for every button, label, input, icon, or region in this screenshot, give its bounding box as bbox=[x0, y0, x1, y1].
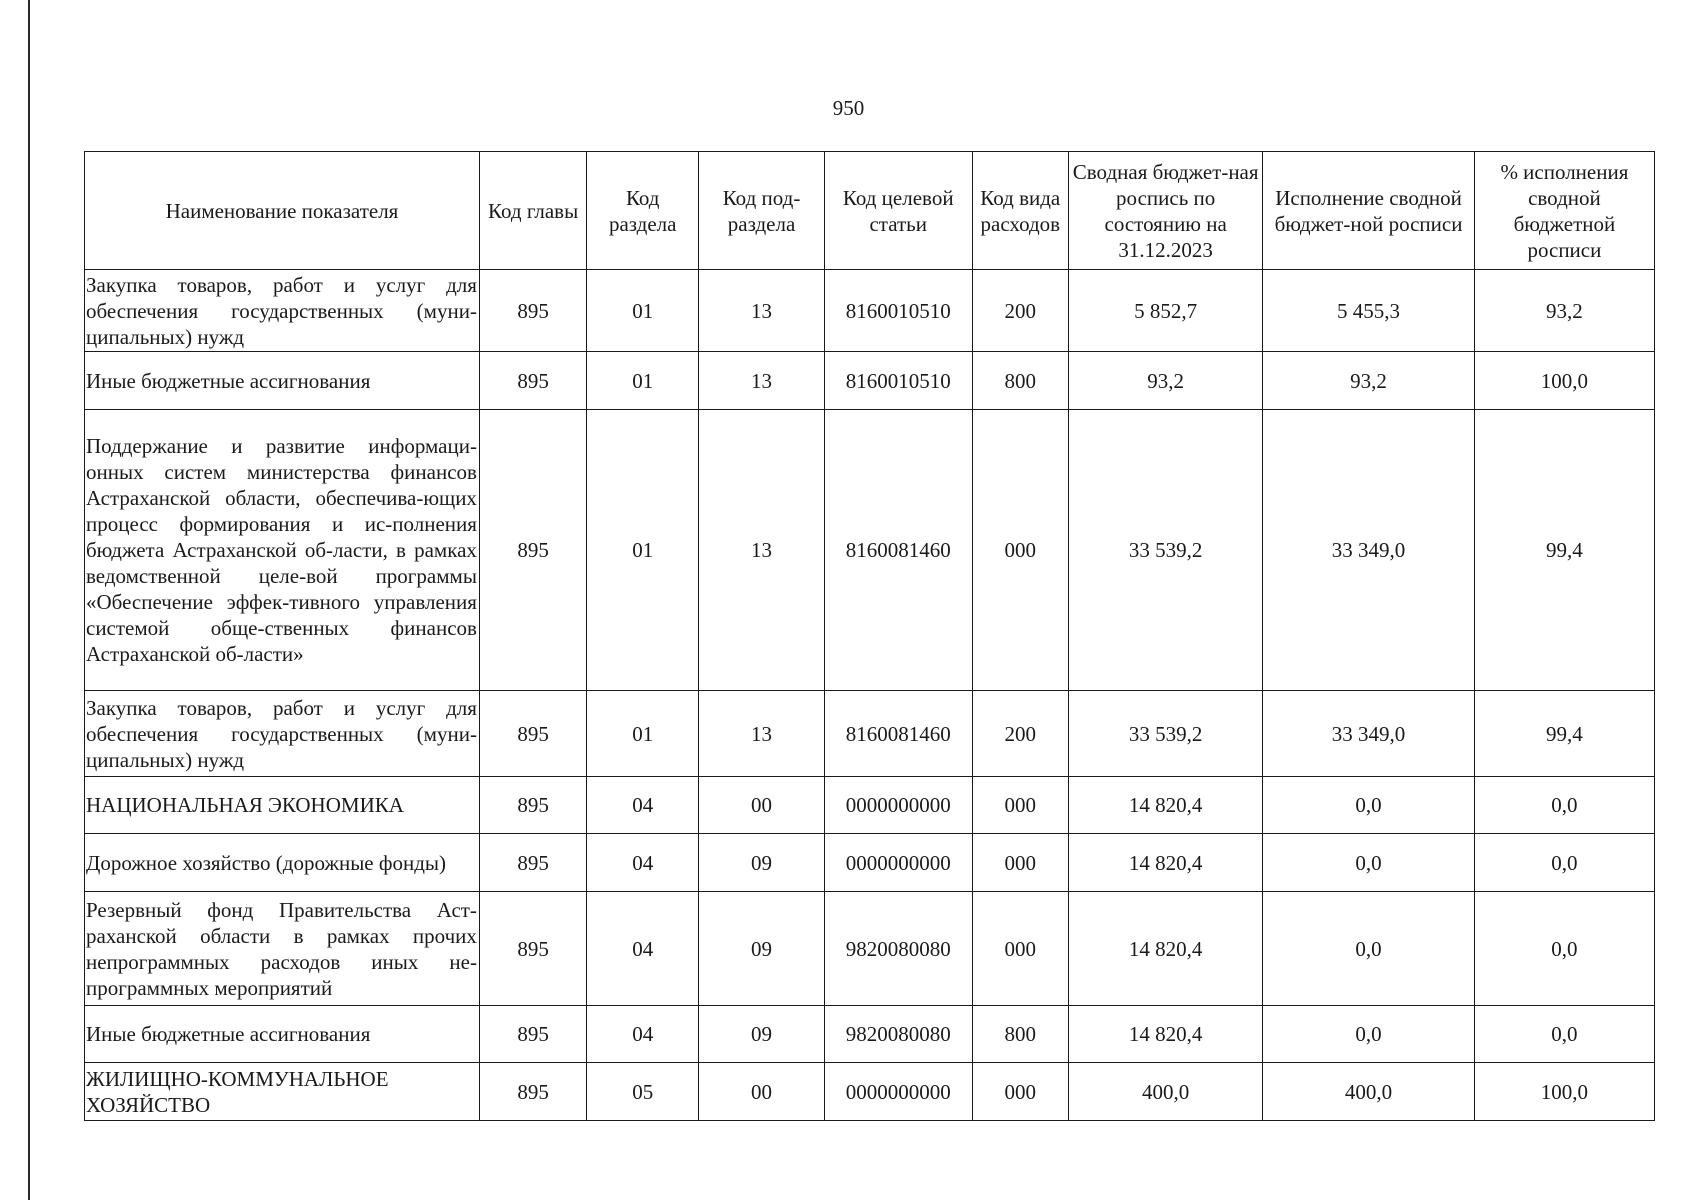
budget-table bbox=[84, 151, 1655, 1121]
row-section: 04 bbox=[587, 892, 699, 1006]
row-section: 01 bbox=[587, 270, 699, 352]
row-percent: 100,0 bbox=[1474, 1063, 1654, 1121]
row-name: Закупка товаров, работ и услуг для обеспечения государственных (муни-ципальных) нужд bbox=[85, 270, 480, 352]
row-budget: 14 820,4 bbox=[1069, 892, 1263, 1006]
row-budget: 33 539,2 bbox=[1069, 691, 1263, 777]
row-budget: 400,0 bbox=[1069, 1063, 1263, 1121]
row-executed: 33 349,0 bbox=[1263, 410, 1475, 691]
table-header-row bbox=[85, 152, 1655, 270]
row-budget: 14 820,4 bbox=[1069, 1006, 1263, 1063]
row-name: ЖИЛИЩНО-КОММУНАЛЬНОЕ ХОЗЯЙСТВО bbox=[85, 1063, 480, 1121]
row-name: Дорожное хозяйство (дорожные фонды) bbox=[85, 834, 480, 892]
row-name: Иные бюджетные ассигнования bbox=[85, 1006, 480, 1063]
header-name: Наименование показателя bbox=[85, 152, 480, 270]
header-chapter-code: Код главы bbox=[479, 152, 586, 270]
row-executed: 0,0 bbox=[1263, 777, 1475, 834]
table-row bbox=[85, 691, 1655, 777]
row-name: Резервный фонд Правительства Аст-раханской области в рамках прочих непрограммных расходов иных не-программных мероприятий bbox=[85, 892, 480, 1006]
row-expense-type: 800 bbox=[972, 352, 1069, 410]
row-expense-type: 200 bbox=[972, 270, 1069, 352]
header-expense-type-code: Код вида расходов bbox=[972, 152, 1069, 270]
header-execution-percent: % исполнения сводной бюджетной росписи bbox=[1474, 152, 1654, 270]
row-chapter: 895 bbox=[479, 892, 586, 1006]
row-subsection: 00 bbox=[699, 777, 825, 834]
row-percent: 100,0 bbox=[1474, 352, 1654, 410]
row-chapter: 895 bbox=[479, 352, 586, 410]
row-target: 8160081460 bbox=[824, 691, 972, 777]
row-percent: 0,0 bbox=[1474, 892, 1654, 1006]
row-executed: 0,0 bbox=[1263, 834, 1475, 892]
row-target: 9820080080 bbox=[824, 892, 972, 1006]
table-row bbox=[85, 1006, 1655, 1063]
row-target: 0000000000 bbox=[824, 777, 972, 834]
header-subsection-code: Код под-раздела bbox=[699, 152, 825, 270]
table-row bbox=[85, 352, 1655, 410]
row-name: НАЦИОНАЛЬНАЯ ЭКОНОМИКА bbox=[85, 777, 480, 834]
row-target: 0000000000 bbox=[824, 834, 972, 892]
row-executed: 93,2 bbox=[1263, 352, 1475, 410]
row-section: 01 bbox=[587, 691, 699, 777]
row-budget: 93,2 bbox=[1069, 352, 1263, 410]
row-section: 04 bbox=[587, 777, 699, 834]
table-row bbox=[85, 834, 1655, 892]
row-chapter: 895 bbox=[479, 834, 586, 892]
row-chapter: 895 bbox=[479, 270, 586, 352]
row-subsection: 09 bbox=[699, 1006, 825, 1063]
table-row bbox=[85, 777, 1655, 834]
row-percent: 0,0 bbox=[1474, 1006, 1654, 1063]
row-section: 04 bbox=[587, 834, 699, 892]
row-subsection: 13 bbox=[699, 352, 825, 410]
row-executed: 0,0 bbox=[1263, 892, 1475, 1006]
header-target-code: Код целевой статьи bbox=[824, 152, 972, 270]
header-budget-list: Сводная бюджет-ная роспись по состоянию на 31.12.2023 bbox=[1069, 152, 1263, 270]
row-percent: 0,0 bbox=[1474, 777, 1654, 834]
row-chapter: 895 bbox=[479, 410, 586, 691]
header-execution: Исполнение сводной бюджет-ной росписи bbox=[1263, 152, 1475, 270]
row-section: 04 bbox=[587, 1006, 699, 1063]
row-target: 0000000000 bbox=[824, 1063, 972, 1121]
row-expense-type: 800 bbox=[972, 1006, 1069, 1063]
row-expense-type: 000 bbox=[972, 1063, 1069, 1121]
row-expense-type: 000 bbox=[972, 892, 1069, 1006]
row-target: 9820080080 bbox=[824, 1006, 972, 1063]
row-executed: 0,0 bbox=[1263, 1006, 1475, 1063]
row-target: 8160081460 bbox=[824, 410, 972, 691]
row-name: Иные бюджетные ассигнования bbox=[85, 352, 480, 410]
row-chapter: 895 bbox=[479, 1006, 586, 1063]
row-percent: 99,4 bbox=[1474, 691, 1654, 777]
table-row bbox=[85, 1063, 1655, 1121]
row-target: 8160010510 bbox=[824, 270, 972, 352]
row-expense-type: 000 bbox=[972, 777, 1069, 834]
row-subsection: 13 bbox=[699, 410, 825, 691]
row-executed: 400,0 bbox=[1263, 1063, 1475, 1121]
row-chapter: 895 bbox=[479, 777, 586, 834]
row-subsection: 09 bbox=[699, 892, 825, 1006]
page-number: 950 bbox=[832, 96, 865, 120]
row-section: 01 bbox=[587, 352, 699, 410]
row-name: Поддержание и развитие информаци-онных систем министерства финансов Астраханской области, обеспечива-ющих процесс формирования и ис-полнения бюджета Астраханской об-ласти, в рамках ведомственной целе-вой программы «Обеспечение эффек-тивного управления системой обще-ственных финансов Астраханской об-ласти» bbox=[85, 410, 480, 691]
row-budget: 14 820,4 bbox=[1069, 777, 1263, 834]
row-executed: 5 455,3 bbox=[1263, 270, 1475, 352]
row-subsection: 09 bbox=[699, 834, 825, 892]
row-section: 01 bbox=[587, 410, 699, 691]
row-budget: 33 539,2 bbox=[1069, 410, 1263, 691]
row-expense-type: 000 bbox=[972, 834, 1069, 892]
row-section: 05 bbox=[587, 1063, 699, 1121]
row-budget: 14 820,4 bbox=[1069, 834, 1263, 892]
row-budget: 5 852,7 bbox=[1069, 270, 1263, 352]
scan-edge-line bbox=[28, 0, 30, 1200]
row-chapter: 895 bbox=[479, 1063, 586, 1121]
header-section-code: Код раздела bbox=[587, 152, 699, 270]
row-percent: 0,0 bbox=[1474, 834, 1654, 892]
row-target: 8160010510 bbox=[824, 352, 972, 410]
table-row bbox=[85, 270, 1655, 352]
table-row bbox=[85, 410, 1655, 691]
row-subsection: 13 bbox=[699, 691, 825, 777]
row-subsection: 00 bbox=[699, 1063, 825, 1121]
row-subsection: 13 bbox=[699, 270, 825, 352]
table-row bbox=[85, 892, 1655, 1006]
row-expense-type: 000 bbox=[972, 410, 1069, 691]
row-name: Закупка товаров, работ и услуг для обеспечения государственных (муни-ципальных) нужд bbox=[85, 691, 480, 777]
row-executed: 33 349,0 bbox=[1263, 691, 1475, 777]
row-expense-type: 200 bbox=[972, 691, 1069, 777]
row-percent: 93,2 bbox=[1474, 270, 1654, 352]
row-percent: 99,4 bbox=[1474, 410, 1654, 691]
row-chapter: 895 bbox=[479, 691, 586, 777]
